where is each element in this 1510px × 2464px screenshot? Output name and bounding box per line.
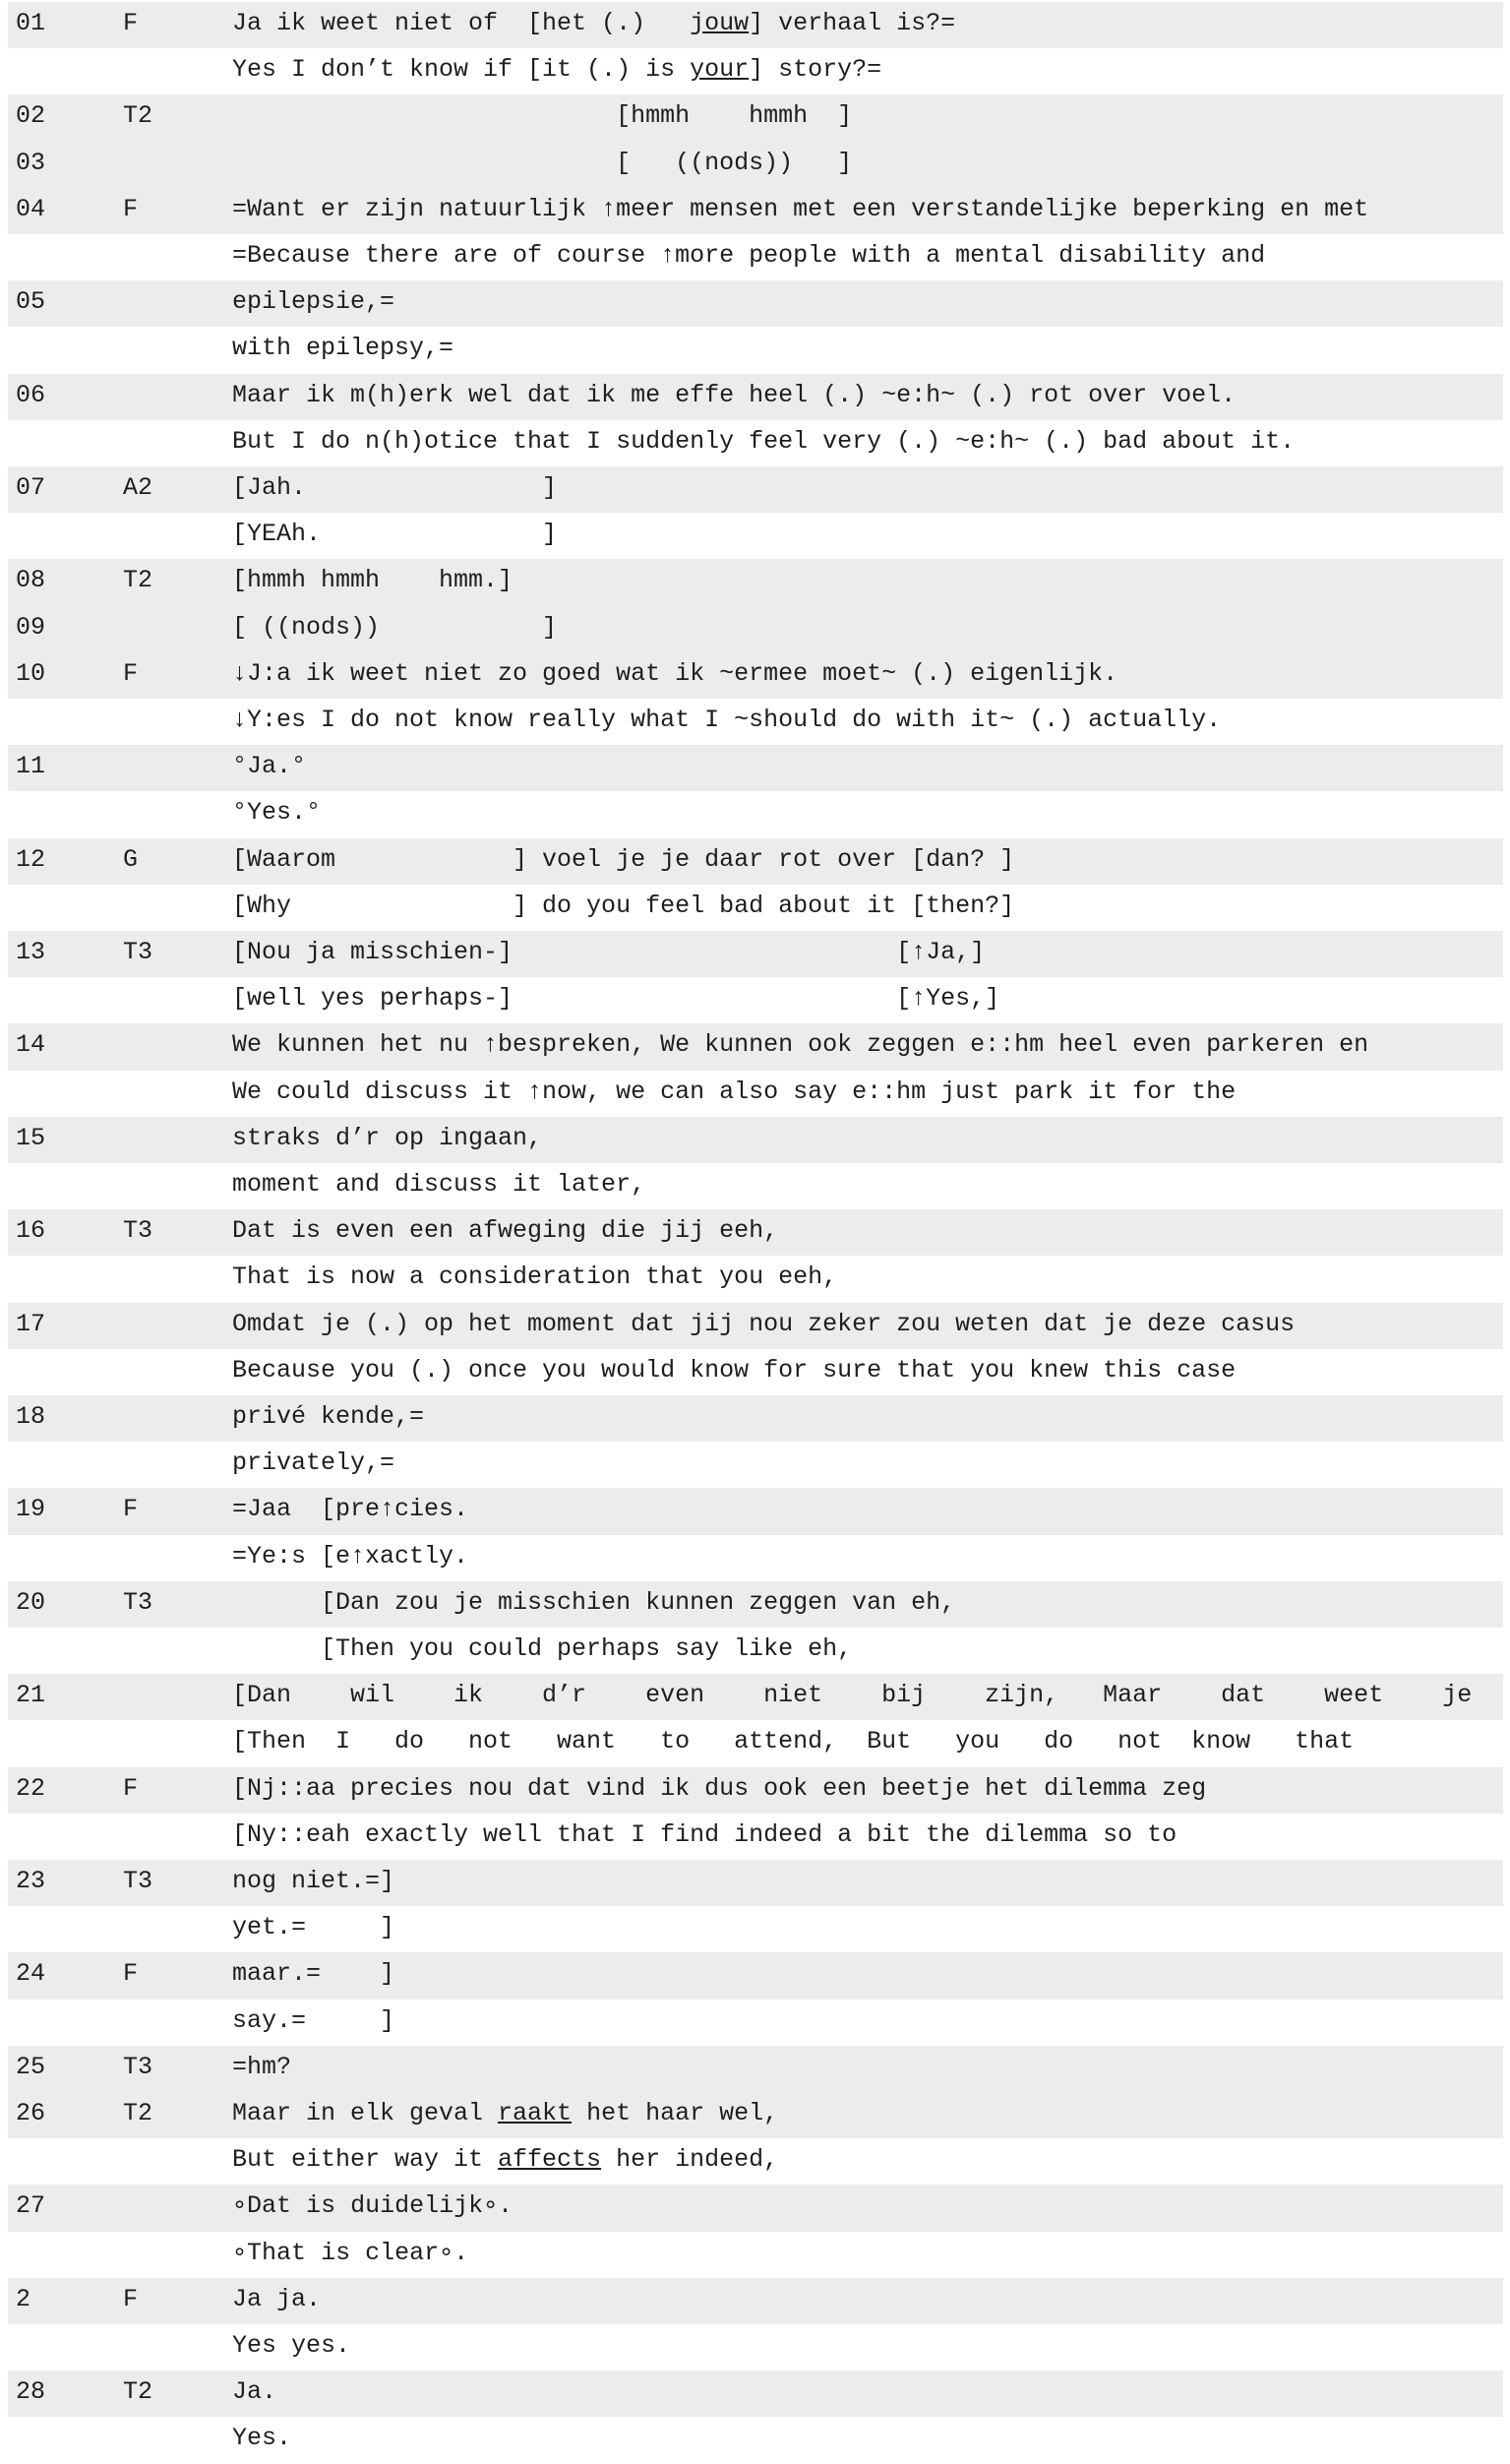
speaker-label: T2 <box>123 101 153 131</box>
speaker-label: F <box>123 1959 139 1989</box>
transcript-line <box>8 466 1503 513</box>
transcript-line <box>8 2417 1503 2463</box>
transcript-line <box>8 699 1503 745</box>
utterance-text: Maar in elk geval raakt het haar wel, <box>232 2099 779 2127</box>
speaker-label: T3 <box>123 1867 153 1895</box>
line-number: 2 <box>16 2284 31 2313</box>
utterance-text: Ja ik weet niet of [het (.) jouw] verhaal is?= <box>232 9 956 37</box>
line-number: 25 <box>16 2052 46 2081</box>
speaker-label: T3 <box>123 938 153 966</box>
transcript-line <box>8 2046 1503 2092</box>
line-number: 28 <box>16 2377 46 2407</box>
transcript-line <box>8 280 1503 327</box>
line-number: 10 <box>16 658 46 688</box>
line-number: 13 <box>16 938 46 966</box>
transcript-line <box>8 1581 1503 1628</box>
transcript-line <box>8 1071 1503 1117</box>
utterance-text: [hmmh hmmh hmm.] <box>232 566 513 595</box>
utterance-text: Ja. <box>232 2377 277 2407</box>
transcript-line <box>8 188 1503 234</box>
transcript-line <box>8 1720 1503 1766</box>
transcript-line <box>8 1209 1503 1256</box>
utterance-text: with epilepsy,= <box>232 334 454 363</box>
line-number: 26 <box>16 2099 46 2127</box>
utterance-text: We could discuss it ↑now, we can also say e::hm just park it for the <box>232 1077 1237 1106</box>
transcript-line <box>8 838 1503 885</box>
transcript-line <box>8 513 1503 559</box>
transcript-line <box>8 1163 1503 1209</box>
transcript-line <box>8 791 1503 837</box>
utterance-text: ↓J:a ik weet niet zo goed wat ik ~ermee moet~ (.) eigenlijk. <box>232 658 1118 688</box>
transcript-line <box>8 931 1503 977</box>
line-number: 07 <box>16 473 46 502</box>
line-number: 03 <box>16 148 46 177</box>
utterance-text: =Jaa [pre↑cies. <box>232 1495 469 1524</box>
transcript-line <box>8 2138 1503 2185</box>
speaker-label: G <box>123 844 139 874</box>
utterance-text: Yes. <box>232 2424 292 2453</box>
speaker-label: F <box>123 9 139 37</box>
line-number: 16 <box>16 1216 46 1246</box>
utterance-text: privé kende,= <box>232 1402 425 1431</box>
utterance-text: [Dan wil ik d’r even niet bij zijn, Maar dat weet je <box>232 1681 1473 1710</box>
line-number: 02 <box>16 101 46 131</box>
utterance-text: ∘Dat is duidelijk∘. <box>232 2191 513 2221</box>
utterance-text: ∘That is clear∘. <box>232 2238 469 2267</box>
utterance-text: say.= ] <box>232 2005 395 2035</box>
utterance-text: Ja ja. <box>232 2284 322 2313</box>
line-number: 14 <box>16 1030 46 1060</box>
utterance-text: Yes yes. <box>232 2331 351 2360</box>
utterance-text: That is now a consideration that you eeh, <box>232 1263 838 1292</box>
utterance-text: [hmmh hmmh ] <box>232 101 853 131</box>
utterance-text: [well yes perhaps-] [↑Yes,] <box>232 984 1000 1014</box>
transcript-line <box>8 1117 1503 1163</box>
transcript-line <box>8 1303 1503 1349</box>
speaker-label: F <box>123 194 139 223</box>
transcript-line <box>8 1952 1503 1999</box>
utterance-text: maar.= ] <box>232 1959 395 1989</box>
line-number: 23 <box>16 1867 46 1895</box>
utterance-text: [ ((nods)) ] <box>232 612 558 642</box>
line-number: 22 <box>16 1773 46 1803</box>
utterance-text: [YEAh. ] <box>232 520 558 549</box>
utterance-text: We kunnen het nu ↑bespreken, We kunnen ook zeggen e::hm heel even parkeren en <box>232 1030 1369 1060</box>
transcript-line <box>8 142 1503 188</box>
speaker-label: T2 <box>123 566 153 595</box>
line-number: 19 <box>16 1495 46 1524</box>
utterance-text: privately,= <box>232 1448 395 1478</box>
utterance-text: straks d’r op ingaan, <box>232 1123 543 1152</box>
utterance-text: Because you (.) once you would know for sure that you knew this case <box>232 1355 1237 1385</box>
utterance-text: [Jah. ] <box>232 473 558 502</box>
line-number: 17 <box>16 1309 46 1338</box>
transcript-line <box>8 234 1503 280</box>
transcript-line <box>8 94 1503 141</box>
speaker-label: A2 <box>123 473 153 502</box>
line-number: 08 <box>16 566 46 595</box>
utterance-text: [Ny::eah exactly well that I find indeed a bit the dilemma so to <box>232 1819 1178 1849</box>
transcript-line <box>8 2185 1503 2231</box>
transcript-line <box>8 652 1503 699</box>
transcript-line <box>8 1628 1503 1674</box>
speaker-label: T2 <box>123 2099 153 2127</box>
transcript-line <box>8 327 1503 373</box>
line-number: 20 <box>16 1587 46 1617</box>
speaker-label: F <box>123 2284 139 2313</box>
line-number: 18 <box>16 1402 46 1431</box>
line-number: 05 <box>16 287 46 317</box>
utterance-text: [Dan zou je misschien kunnen zeggen van eh, <box>232 1587 956 1617</box>
transcript-line <box>8 1349 1503 1395</box>
utterance-text: °Ja.° <box>232 752 307 781</box>
utterance-text: Maar ik m(h)erk wel dat ik me effe heel (.) ~e:h~ (.) rot over voel. <box>232 380 1237 409</box>
utterance-text: [Nj::aa precies nou dat vind ik dus ook een beetje het dilemma zeg <box>232 1773 1207 1803</box>
utterance-text: =Want er zijn natuurlijk ↑meer mensen met een verstandelijke beperking en met <box>232 194 1369 223</box>
line-number: 04 <box>16 194 46 223</box>
utterance-text: moment and discuss it later, <box>232 1170 646 1199</box>
speaker-label: F <box>123 1495 139 1524</box>
utterance-text: [Waarom ] voel je je daar rot over [dan? ] <box>232 844 1015 874</box>
transcript-line <box>8 1535 1503 1581</box>
transcript-line <box>8 1674 1503 1720</box>
utterance-text: [Why ] do you feel bad about it [then?] <box>232 891 1015 920</box>
transcript-line <box>8 2092 1503 2138</box>
utterance-text: [ ((nods)) ] <box>232 148 853 177</box>
transcript-line <box>8 1488 1503 1534</box>
transcript-line <box>8 1767 1503 1814</box>
transcript-line <box>8 1814 1503 1860</box>
transcript-line <box>8 1395 1503 1442</box>
line-number: 01 <box>16 9 46 37</box>
utterance-text: [Nou ja misschien-] [↑Ja,] <box>232 938 986 966</box>
utterance-text: ↓Y:es I do not know really what I ~should do with it~ (.) actually. <box>232 706 1222 734</box>
line-number: 11 <box>16 752 46 781</box>
transcript-line <box>8 2000 1503 2046</box>
speaker-label: T2 <box>123 2377 153 2407</box>
transcript-line <box>8 1442 1503 1488</box>
utterance-text: =hm? <box>232 2052 292 2081</box>
line-number: 12 <box>16 844 46 874</box>
utterance-text: =Ye:s [e↑xactly. <box>232 1541 469 1571</box>
speaker-label: F <box>123 658 139 688</box>
utterance-text: Omdat je (.) op het moment dat jij nou zeker zou weten dat je deze casus <box>232 1309 1296 1338</box>
transcript-line <box>8 420 1503 466</box>
transcript-line <box>8 374 1503 420</box>
transcript-line <box>8 606 1503 652</box>
utterance-text: [Then I do not want to attend, But you do not know that <box>232 1727 1355 1756</box>
utterance-text: Dat is even een afweging die jij eeh, <box>232 1216 779 1246</box>
line-number: 27 <box>16 2191 46 2221</box>
utterance-text: [Then you could perhaps say like eh, <box>232 1634 853 1663</box>
speaker-label: T3 <box>123 2052 153 2081</box>
speaker-label: T3 <box>123 1587 153 1617</box>
speaker-label: T3 <box>123 1216 153 1246</box>
line-number: 15 <box>16 1123 46 1152</box>
transcript-line <box>8 2278 1503 2324</box>
transcript-line <box>8 885 1503 931</box>
utterance-text: Yes I don’t know if [it (.) is your] story?= <box>232 55 882 85</box>
utterance-text: yet.= ] <box>232 1913 395 1942</box>
transcript-line <box>8 2232 1503 2278</box>
transcript-line <box>8 2 1503 48</box>
transcript-line <box>8 1906 1503 1952</box>
line-number: 21 <box>16 1681 46 1710</box>
transcript-line <box>8 977 1503 1023</box>
utterance-text: epilepsie,= <box>232 287 395 317</box>
line-number: 06 <box>16 380 46 409</box>
line-number: 24 <box>16 1959 46 1989</box>
transcript-line <box>8 2324 1503 2371</box>
transcript-line <box>8 2371 1503 2417</box>
utterance-text: nog niet.=] <box>232 1867 395 1895</box>
transcript-line <box>8 1860 1503 1906</box>
speaker-label: F <box>123 1773 139 1803</box>
utterance-text: °Yes.° <box>232 798 322 828</box>
utterance-text: But I do n(h)otice that I suddenly feel very (.) ~e:h~ (.) bad about it. <box>232 426 1296 456</box>
transcript-line <box>8 559 1503 605</box>
transcript-line <box>8 1023 1503 1070</box>
transcript-line <box>8 745 1503 791</box>
utterance-text: =Because there are of course ↑more people with a mental disability and <box>232 241 1266 270</box>
line-number: 09 <box>16 612 46 642</box>
transcript-line <box>8 48 1503 94</box>
utterance-text: But either way it affects her indeed, <box>232 2145 779 2175</box>
transcript-line <box>8 1256 1503 1302</box>
